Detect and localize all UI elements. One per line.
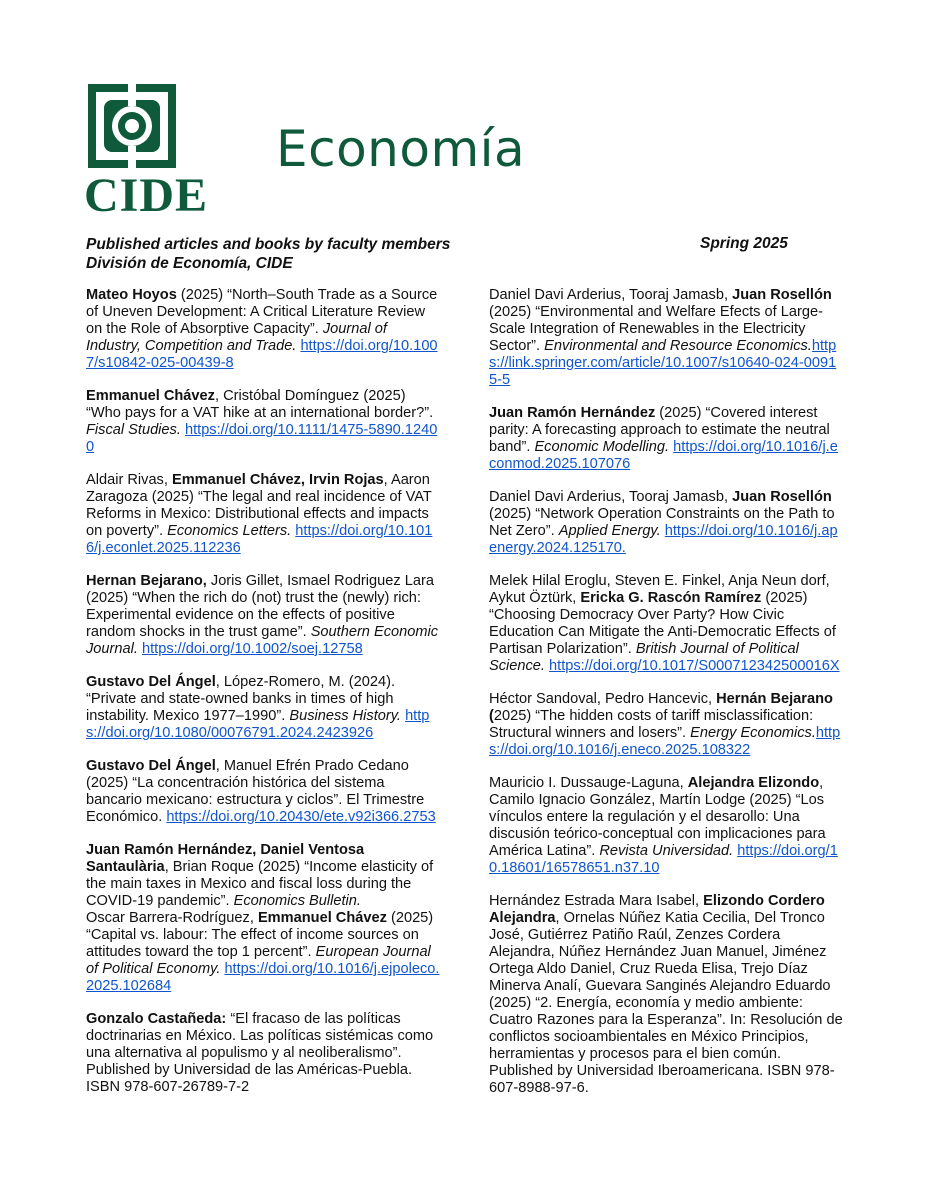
coauthors: Hernández Estrada Mara Isabel,	[489, 893, 704, 909]
publication-entry	[86, 287, 444, 372]
doi-link[interactable]: https://doi.org/10.18601/16578651.n37.10	[489, 843, 838, 876]
citation-text: (2025) “Network Operation Constraints on the Path to Net Zero”.	[489, 506, 835, 539]
citation-text: , Camilo Ignacio González, Martín Lodge (2025) “Los vínculos entere la regulación y el desarollo: Una discusión teórico-conceptual con implicaciones para América Latina”.	[489, 775, 826, 859]
journal-name: British Journal of Political Science.	[489, 641, 799, 674]
publication-entry	[86, 573, 444, 658]
publication-entry	[86, 842, 444, 995]
citation-text: (2025) “Covered interest parity: A forecasting approach to estimate the neutral band”.	[489, 405, 830, 455]
citation-text: 2025) “The hidden costs of tariff misclassification: Structural winners and losers”.	[489, 708, 814, 741]
publication-entry	[489, 893, 844, 1097]
faculty-authors: Mateo Hoyos	[86, 287, 177, 303]
citation-text: (2025) “Choosing Democracy Over Party? How Civic Education Can Mitigate the Anti-Democratic Effects of Partisan Polarization”.	[489, 590, 836, 657]
journal-name: Economic Modelling.	[534, 439, 670, 455]
faculty-authors: Emmanuel Chávez	[257, 910, 387, 926]
faculty-authors: Juan Ramón Hernández, Daniel Ventosa Santaulària	[86, 842, 365, 875]
journal-name: Fiscal Studies.	[86, 422, 181, 438]
doi-link[interactable]: https://doi.org/10.1017/S000712342500016X	[549, 658, 840, 674]
term-label: Spring 2025	[700, 235, 788, 252]
doi-link[interactable]: https://doi.org/10.20430/ete.v92i366.2753	[166, 809, 436, 825]
publication-entry	[86, 674, 444, 742]
faculty-authors: Hernán Bejarano (	[489, 691, 833, 724]
citation-text: , López-Romero, M. (2024). “Private and state-owned banks in times of high instability. Mexico 1977–1990”.	[86, 674, 396, 724]
journal-name: Economics Bulletin.	[233, 893, 361, 909]
doi-link[interactable]: https://doi.org/10.1080/00076791.2024.2423926	[86, 708, 430, 741]
doi-link[interactable]: https://link.springer.com/article/10.1007/s10640-024-00915-5	[489, 338, 837, 388]
citation-text: “El fracaso de las políticas doctrinarias en México. Las políticas sistémicas como una alternativa al populismo y al neoliberalismo”. Published by Universidad de las Américas-Puebla. ISBN 978-607-26789-7-2	[86, 1011, 434, 1095]
citation-text: , Manuel Efrén Prado Cedano (2025) “La concentración histórica del sistema bancario mexicano: estructura y ciclos”. El Trimestre Económico.	[86, 758, 425, 825]
coauthors: Héctor Sandoval, Pedro Hancevic,	[489, 691, 717, 707]
doi-link[interactable]: https://doi.org/10.1002/soej.12758	[141, 641, 363, 657]
publication-entry	[489, 775, 844, 877]
cide-emblem-icon	[84, 84, 180, 168]
publication-entry	[86, 758, 444, 826]
doi-link[interactable]: https://doi.org/10.1016/j.econmod.2025.107076	[489, 439, 838, 472]
citation-text: , Aaron Zaragoza (2025) “The legal and real incidence of VAT Reforms in Mexico: Distributional effects and impacts on poverty”.	[86, 472, 432, 539]
faculty-authors: Gonzalo Castañeda:	[86, 1011, 227, 1027]
faculty-authors: Emmanuel Chávez, Irvin Rojas	[171, 472, 384, 488]
faculty-authors: Hernan Bejarano,	[86, 573, 207, 589]
faculty-authors: Ericka G. Rascón Ramírez	[580, 590, 762, 606]
coauthors: Daniel Davi Arderius, Tooraj Jamasb,	[489, 287, 733, 303]
faculty-authors: Gustavo Del Ángel	[86, 758, 216, 774]
faculty-authors: Alejandra Elizondo	[687, 775, 820, 791]
coauthors: Aldair Rivas,	[86, 472, 172, 488]
left-column	[86, 287, 444, 1112]
faculty-authors: Juan Rosellón	[732, 287, 832, 303]
doi-link[interactable]: https://doi.org/10.1111/1475-5890.12400	[86, 422, 438, 455]
journal-name: Environmental and Resource Economics.	[544, 338, 812, 354]
journal-name: European Journal of Political Economy.	[86, 944, 431, 977]
cide-logo	[84, 84, 209, 222]
faculty-authors: Elizondo Cordero Alejandra	[489, 893, 825, 926]
publication-entry	[489, 573, 844, 675]
citation-text: Joris Gillet, Ismael Rodriguez Lara (2025) “When the rich do (not) trust the (newly) rich: Experimental evidence on the effects of positive random shocks in the trust game”.	[86, 573, 434, 640]
publication-entry	[86, 472, 444, 557]
doi-link[interactable]: https://doi.org/10.1007/s10842-025-00439-8	[86, 338, 438, 371]
header-line-1: Published articles and books by faculty members	[86, 236, 451, 253]
faculty-authors: Emmanuel Chávez	[86, 388, 215, 404]
right-column	[489, 287, 844, 1113]
header-line-2: División de Economía, CIDE	[86, 255, 293, 272]
document-header	[86, 235, 450, 273]
journal-name: Southern Economic Journal.	[86, 624, 439, 657]
journal-name: Journal of Industry, Competition and Trade.	[86, 321, 387, 354]
coauthors: Mauricio I. Dussauge-Laguna,	[489, 775, 688, 791]
citation-text: , Ornelas Núñez Katia Cecilia, Del Tronco José, Gutiérrez Patiño Raúl, Zenzes Cordera Alejandra, Núñez Hernández Juan Manuel, Jiménez Ortega Aldo Daniel, Cruz Rueda Elisa, Trejo Díaz Minerva Analí, Guevara Sanginés Alejandro Eduardo (2025) “2. Energía, economía y medio ambiente: Cuatro Razones para la Esperanza”. In: Resolución de conflictos socioambientales en México Principios, herramientas y procesos para el bien común. Published by Universidad Iberoamericana. ISBN 978-607-8988-97-6.	[489, 910, 843, 1096]
publication-entry	[489, 691, 844, 759]
faculty-authors: Gustavo Del Ángel	[86, 674, 216, 690]
publication-entry	[489, 287, 844, 389]
doi-link[interactable]: https://doi.org/10.1016/j.econlet.2025.112236	[86, 523, 433, 556]
citation-text: (2025) “Environmental and Welfare Efects of Large-Scale Integration of Renewables in the Electricity Sector”.	[489, 304, 823, 354]
faculty-authors: Juan Rosellón	[732, 489, 832, 505]
citation-text: , Cristóbal Domínguez (2025) “Who pays for a VAT hike at an international border?”.	[86, 388, 434, 421]
citation-text: (2025) “North–South Trade as a Source of Uneven Development: A Critical Literature Review on the Role of Absorptive Capacity”.	[86, 287, 438, 337]
citation-text: , Brian Roque (2025) “Income elasticity of the main taxes in Mexico and fiscal loss during the COVID-19 pandemic”.	[86, 859, 434, 909]
publication-entry	[489, 405, 844, 473]
doi-link[interactable]: https://doi.org/10.1016/j.eneco.2025.108322	[489, 725, 841, 758]
journal-name: Applied Energy.	[558, 523, 661, 539]
faculty-authors: Juan Ramón Hernández	[489, 405, 656, 421]
cide-wordmark: CIDE	[84, 169, 209, 222]
doi-link[interactable]: https://doi.org/10.1016/j.ejpoleco.2025.102684	[86, 961, 440, 994]
doi-link[interactable]: https://doi.org/10.1016/j.apenergy.2024.125170.	[489, 523, 838, 556]
journal-name: Energy Economics.	[690, 725, 816, 741]
unit-title: Economía	[276, 120, 526, 178]
journal-name: Revista Universidad.	[599, 843, 734, 859]
journal-name: Business History.	[289, 708, 401, 724]
coauthors: Oscar Barrera-Rodríguez,	[86, 910, 258, 926]
citation-text: (2025) “Capital vs. labour: The effect of income sources on attitudes toward the top 1 percent”.	[86, 910, 434, 960]
publication-entry	[86, 388, 444, 456]
coauthors: Daniel Davi Arderius, Tooraj Jamasb,	[489, 489, 733, 505]
journal-name: Economics Letters.	[167, 523, 292, 539]
publication-entry	[86, 1011, 444, 1096]
coauthors: Melek Hilal Eroglu, Steven E. Finkel, Anja Neun dorf, Aykut Öztürk,	[489, 573, 830, 606]
publication-entry	[489, 489, 844, 557]
